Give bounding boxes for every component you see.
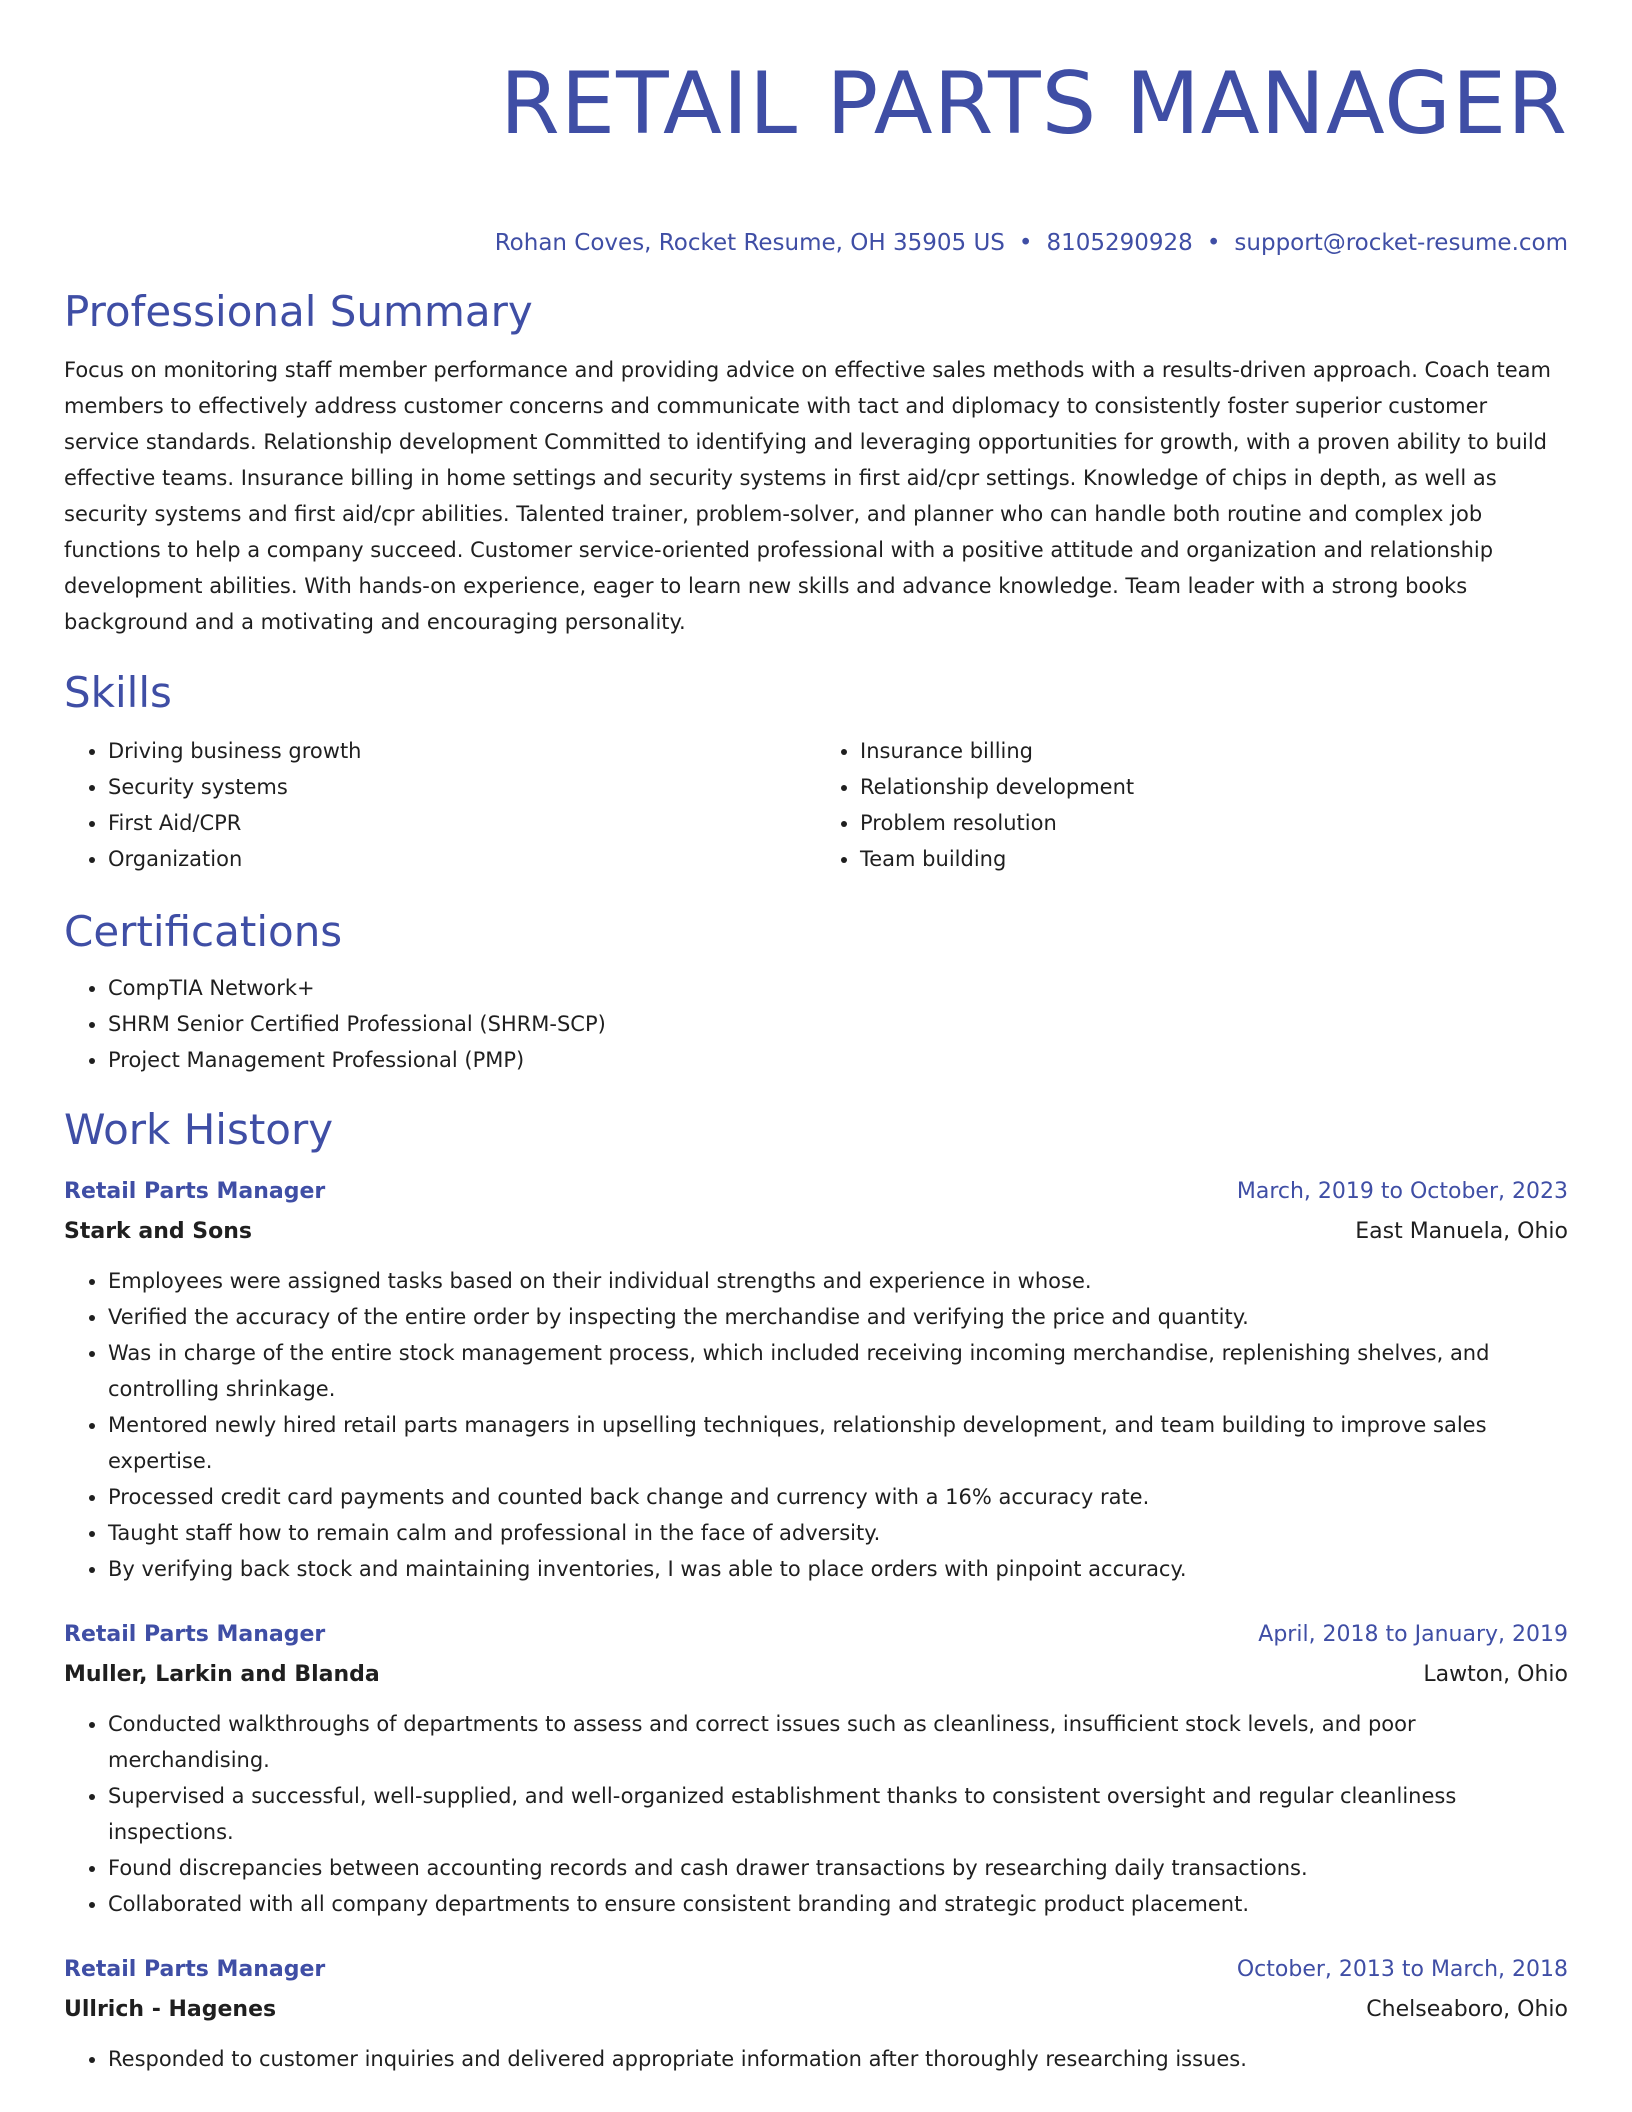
job-location: Lawton, Ohio — [1423, 1662, 1568, 1687]
skill-item: • Relationship development — [860, 769, 1568, 805]
job-location: Chelseaboro, Ohio — [1366, 1997, 1568, 2022]
contact-address: Rohan Coves, Rocket Resume, OH 35905 US — [494, 230, 1005, 256]
job-entry — [64, 1615, 1568, 1922]
job-title: Retail Parts Manager — [64, 1957, 326, 1982]
job-company: Ullrich - Hagenes — [64, 1997, 277, 2022]
job-bullet: • Supervised a successful, well-supplied, and well-organized establishment thanks to consistent oversight and regular cleanliness inspections. — [108, 1778, 1568, 1850]
job-header — [64, 1950, 1568, 1990]
contact-separator: • — [1018, 230, 1033, 256]
skill-item: • Insurance billing — [860, 733, 1568, 769]
job-bullet: • Found discrepancies between accounting records and cash drawer transactions by researching daily transactions. — [108, 1850, 1568, 1886]
job-dates: March, 2019 to October, 2023 — [1236, 1179, 1568, 1204]
certifications-list — [64, 970, 1568, 1078]
section-title-summary: Professional Summary — [64, 287, 533, 336]
job-subheader — [64, 1990, 1568, 2030]
skill-item: • Security systems — [108, 769, 816, 805]
contact-phone[interactable]: 8105290928 — [1046, 230, 1193, 256]
section-title-work-history: Work History — [64, 1105, 334, 1154]
job-location: East Manuela, Ohio — [1355, 1219, 1568, 1244]
job-bullet: • Conducted walkthroughs of departments to assess and correct issues such as cleanliness, insufficient stock levels, and poor merchandising. — [108, 1706, 1568, 1778]
certification-item: • Project Management Professional (PMP) — [108, 1042, 1568, 1078]
job-bullets — [64, 1263, 1568, 1587]
skills-column-right — [816, 733, 1568, 877]
job-subheader — [64, 1655, 1568, 1695]
resume-name: RETAIL PARTS MANAGER — [500, 54, 1568, 154]
job-dates: October, 2013 to March, 2018 — [1236, 1957, 1568, 1982]
job-bullet: • Employees were assigned tasks based on their individual strengths and experience in whose. — [108, 1263, 1568, 1299]
certification-item: • CompTIA Network+ — [108, 970, 1568, 1006]
job-bullet: • By verifying back stock and maintaining inventories, I was able to place orders with pinpoint accuracy. — [108, 1551, 1568, 1587]
job-header — [64, 1172, 1568, 1212]
contact-email[interactable]: support@rocket-resume.com — [1234, 230, 1568, 256]
job-bullets — [64, 2041, 1568, 2077]
job-company: Stark and Sons — [64, 1219, 252, 1244]
certification-item: • SHRM Senior Certified Professional (SHRM-SCP) — [108, 1006, 1568, 1042]
skill-item: • Team building — [860, 841, 1568, 877]
skill-item: • Driving business growth — [108, 733, 816, 769]
job-entry — [64, 1172, 1568, 1587]
job-company: Muller, Larkin and Blanda — [64, 1662, 380, 1687]
job-bullet: • Responded to customer inquiries and delivered appropriate information after thoroughly researching issues. — [108, 2041, 1568, 2077]
skills-list — [64, 733, 1568, 877]
job-bullet: • Taught staff how to remain calm and professional in the face of adversity. — [108, 1515, 1568, 1551]
job-title: Retail Parts Manager — [64, 1622, 326, 1647]
skills-column-left — [64, 733, 816, 877]
skill-item: • Problem resolution — [860, 805, 1568, 841]
job-bullet: • Was in charge of the entire stock management process, which included receiving incoming merchandise, replenishing shelves, and controlling shrinkage. — [108, 1335, 1568, 1407]
job-title: Retail Parts Manager — [64, 1179, 326, 1204]
job-bullets — [64, 1706, 1568, 1922]
job-entry — [64, 1950, 1568, 2077]
job-bullet: • Verified the accuracy of the entire order by inspecting the merchandise and verifying the price and quantity. — [108, 1299, 1568, 1335]
summary-text: Focus on monitoring staff member performance and providing advice on effective sales methods with a results-driven approach. Coach team members to effectively address customer concerns and communicate with tact and diplomacy to consistently foster superior customer service standards. Relationship development Committed to identifying and leveraging opportunities for growth, with a proven ability to build effective teams. Insurance billing in home settings and security systems in first aid/cpr settings. Knowledge of chips in depth, as well as security systems and first aid/cpr abilities. Talented trainer, problem-solver, and planner who can handle both routine and complex job functions to help a company succeed. Customer service-oriented professional with a positive attitude and organization and relationship development abilities. With hands-on experience, eager to learn new skills and advance knowledge. Team leader with a strong books background and a motivating and encouraging personality. — [64, 358, 1551, 634]
job-dates: April, 2018 to January, 2019 — [1258, 1622, 1568, 1647]
job-subheader — [64, 1212, 1568, 1252]
skill-item: • First Aid/CPR — [108, 805, 816, 841]
skill-item: • Organization — [108, 841, 816, 877]
job-header — [64, 1615, 1568, 1655]
job-bullet: • Processed credit card payments and counted back change and currency with a 16% accuracy rate. — [108, 1479, 1568, 1515]
contact-separator: • — [1206, 230, 1221, 256]
job-bullet: • Mentored newly hired retail parts managers in upselling techniques, relationship development, and team building to improve sales expertise. — [108, 1407, 1568, 1479]
job-bullet: • Collaborated with all company departments to ensure consistent branding and strategic product placement. — [108, 1886, 1568, 1922]
section-title-certifications: Certifications — [64, 907, 343, 956]
section-title-skills: Skills — [64, 668, 172, 717]
contact-line — [64, 228, 1568, 258]
